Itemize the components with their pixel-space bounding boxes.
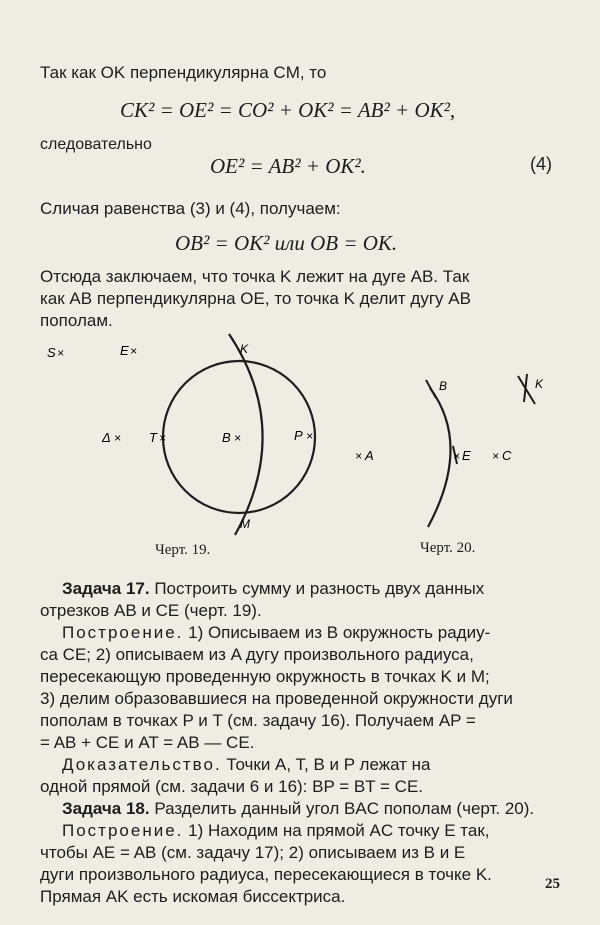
figure-19-caption: Черт. 19. [155,542,211,558]
label-e: E [462,448,471,463]
construction-word: Построение. [62,623,184,642]
compare-line: Сличая равенства (3) и (4), получаем: [40,199,341,218]
svg-text:×: × [57,346,65,360]
equation-1: CK² = OE² = CO² + OK² = AB² + OK², [120,98,456,122]
svg-text:×: × [114,431,122,445]
therefore-word: следовательно [40,136,152,153]
svg-text:×: × [306,429,314,443]
label-k: K [535,377,544,391]
figure-19 [0,330,340,570]
conclusion-line-3: пополам. [40,311,113,330]
conclusion-line-2: как AB перпендикулярна OE, то точка K делит дугу AB [40,289,471,308]
label-e: E [120,343,129,358]
label-b: B [222,430,231,445]
task-17-c4: 3) делим образовавшиеся на проведенной окружности дуги [40,689,513,708]
task-18-c4: Прямая AK есть искомая биссектриса. [40,887,346,906]
page-number: 25 [545,876,560,892]
task-18-heading: Задача 18. Разделить данный угол BAC пополам (черт. 20). [62,799,535,818]
task-17-line-2: отрезков AB и CE (черт. 19). [40,601,262,620]
task-17-c6: = AB + CE и AT = AB — CE. [40,733,255,752]
task-17-c2: са CE; 2) описываем из A дугу произвольного радиуса, [40,645,474,664]
proof-word: Доказательство. [62,755,222,774]
svg-text:×: × [355,449,363,463]
label-p: P [294,428,303,443]
label-c: C [502,448,512,463]
label-t: T [149,430,157,445]
svg-text:×: × [492,449,500,463]
task-18-c3: дуги произвольного радиуса, пересекающиеся в точке K. [40,865,492,884]
svg-text:×: × [234,431,242,445]
task-17-c3: пересекающую проведенную окружность в точках K и M; [40,667,490,686]
label-delta: Δ [102,430,111,445]
label-k: K [240,342,249,356]
svg-text:×: × [130,344,138,358]
task-18-c2: чтобы AE = AB (см. задачу 17); 2) описываем из B и E [40,843,466,862]
arc-from-a [428,388,451,527]
svg-text:×: × [159,431,167,445]
task-17-heading: Задача 17. Построить сумму и разность двух данных [62,579,485,598]
svg-text:×: × [453,449,461,463]
task-18-title: Задача 18. [62,799,150,818]
task-17-construction: Построение. 1) Описываем из B окружность радиу- [62,623,491,642]
task-17-proof: Доказательство. Точки A, T, B и P лежат на [62,755,431,774]
label-s: S [47,345,56,360]
equation-2: OE² = AB² + OK². [210,154,366,178]
figure-20 [340,360,560,540]
equation-3: OB² = OK² или OB = OK. [175,231,398,255]
label-m: M [240,517,250,531]
conclusion-line-1: Отсюда заключаем, что точка K лежит на дуге AB. Так [40,267,470,286]
equation-number: (4) [530,154,552,174]
intro-line: Так как OK перпендикулярна CM, то [40,63,327,82]
label-a: A [365,448,374,463]
task-18-construction: Построение. 1) Находим на прямой AC точку E так, [62,821,490,840]
task-17-c5: пополам в точках P и T (см. задачу 16). Получаем AP = [40,711,476,730]
task-17-title: Задача 17. [62,579,150,598]
task-17-p2: одной прямой (см. задачи 6 и 16): BP = BT = CE. [40,777,424,796]
label-b: B [439,379,448,393]
figure-20-caption: Черт. 20. [420,540,476,556]
